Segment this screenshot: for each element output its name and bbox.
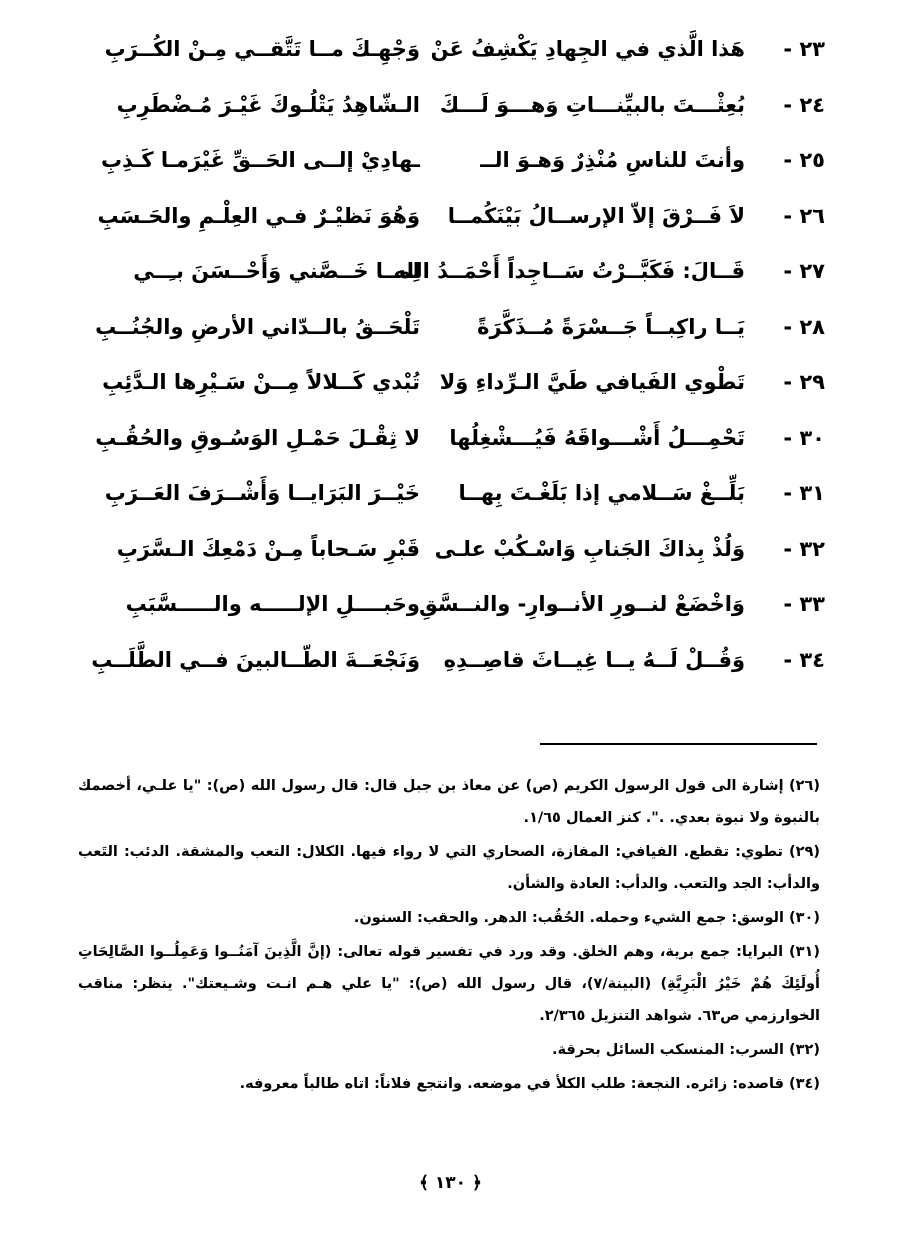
verse-second-hemistich: لا ثِقْـلَ حَمْـلِ الوَسُـوقِ والحُقُـبِ (95, 425, 420, 450)
verse-29 (90, 355, 825, 411)
verse-second-hemistich: ـهادِيْ إلــى الحَــقِّ غَيْرَمـا كَـذِبِ (100, 148, 420, 172)
verse-number: ٣٤ - (783, 647, 825, 672)
verse-28 (90, 300, 825, 356)
verse-34 (90, 633, 825, 689)
verse-number: ٢٩ - (783, 370, 825, 394)
verse-second-hemistich: قَبْرِ سَـحاباً مِـنْ دَمْعِكَ الـسَّرَبِ (116, 536, 420, 561)
verse-first-hemistich: وَقُــلْ لَــهُ يــا غِيــاثَ قاصِــدِهِ (443, 647, 745, 672)
verse-27 (90, 244, 825, 300)
verse-31 (90, 466, 825, 522)
verse-number: ٣٣ - (783, 592, 825, 616)
verse-25 (90, 133, 825, 189)
verse-second-hemistich: الـشّاهِدُ يَتْلُـوكَ غَيْـرَ مُـضْطَرِبِ (116, 92, 420, 117)
verse-second-hemistich: وَنَجْعَــةَ الطّــالبينَ فــي الطَّلَــبِ (91, 647, 420, 672)
verse-second-hemistich: وحَبــــلِ الإلـــــه والـــــسَّبَبِ (125, 592, 420, 616)
footnote-30: (٣٠) الوسق: جمع الشيء وحمله. الحُقُب: الدهر. والحقب: السنون. (353, 910, 820, 926)
verse-first-hemistich: هَذا الَّذي في الجِهادِ يَكْشِفُ عَنْ (430, 37, 745, 61)
verse-first-hemistich: يَــا راكِبــاً جَــسْرَةً مُــذَكَّرَةً (477, 314, 745, 339)
verse-second-hemistich: وَجْهِـكَ مــا تَتَّقــي مِـنْ الكُــرَبِ (104, 37, 420, 61)
footnote-34: (٣٤) قاصده: زائره. النجعة: طلب الكلأ في موضعه. وانتجع فلاناً: اتاه طالباً معروفه. (239, 1076, 820, 1092)
verse-first-hemistich: بُعِثْـــتَ بالبيِّنـــاتِ وَهـــوَ لَـــكَ (439, 92, 745, 117)
verse-number: ٣١ - (783, 481, 825, 505)
verse-number: ٢٣ - (783, 37, 825, 61)
footnote-26: (٢٦) إشارة الى قول الرسول الكريم (ص) عن معاذ بن جبل قال: قال رسول الله (ص): "يا علـي، أخصمك بالنبوة ولا نبوة بعدي. .". كنز العمال ١/٦٥. (78, 778, 820, 826)
footnote-divider (540, 743, 817, 745)
verse-number: ٢٦ - (783, 203, 825, 228)
verse-number: ٢٨ - (783, 314, 825, 339)
footnote-32: (٣٢) السرب: المنسكب السائل بحرقة. (551, 1042, 820, 1058)
page-number: ﴿ ١٣٠ ﴾ (419, 1173, 482, 1193)
verse-first-hemistich: تَحْمِـــلُ أَشْـــواقَهُ فَيُـــشْغِلُها (449, 425, 745, 450)
verse-first-hemistich: بَلِّــغْ سَــلامي إذا بَلَغْـتَ بِهــا (458, 481, 745, 505)
verse-number: ٣٠ - (783, 425, 825, 450)
verse-second-hemistich: وَهُوَ نَظيْـرٌ فـي العِلْـمِ والحَـسَبِ (97, 203, 420, 228)
verse-second-hemistich: لِمــا خَــصَّني وَأَحْــسَنَ بـِــي (133, 259, 420, 283)
verse-number: ٢٥ - (783, 148, 825, 172)
verse-26 (90, 189, 825, 245)
verse-33 (90, 577, 825, 633)
verse-second-hemistich: تَلْحَــقُ بالــدّاني الأرضِ والجُنُــبِ (95, 314, 420, 339)
verse-23 (90, 22, 825, 78)
verse-first-hemistich: قَــالَ: فَكَبَّــرْتُ سَــاجِداً أَحْمَــدُ الله (393, 259, 745, 283)
verse-second-hemistich: خَيْــرَ البَرَايــا وَأَشْــرَفَ العَــرَبِ (104, 481, 420, 505)
verse-first-hemistich: تَطْوي الفَيافي طَيَّ الـرِّداءِ وَلا (439, 370, 745, 394)
footnotes (78, 770, 820, 1102)
verse-first-hemistich: لاَ فَــرْقَ إلاّ الإرســالُ بَيْنَكُمــا (447, 203, 745, 228)
footnote-31: (٣١) البرايا: جمع برية، وهم الخلق. وقد ورد في تفسير قوله تعالى: (إنَّ الَّذِينَ آمَنُــوا وَعَمِلُــوا الصَّالِحَاتِ أُولَئِكَ هُمْ خَيْرُ الْبَرِيَّةِ) (البينة/٧)، قال رسول الله (ص): "يا علي هـم انـت وشـيعتك". ينظر: مناقب الخوارزمي ص٦٣. شواهد التنزيل ٢/٣٦٥. (78, 944, 821, 1024)
verse-30 (90, 411, 825, 467)
footnote-29: (٢٩) تطوي: تقطع. الفيافي: المفازة، الصحاري التي لا رواء فيها. الكلال: التعب والمشقة. الدئب: التَعب والدأب: الجد والتعب. والدأب: العادة والشأن. (78, 844, 820, 892)
verse-number: ٣٢ - (783, 536, 825, 561)
verse-first-hemistich: وَاخْضَعْ لنــورِ الأنــوارِ- والنــسَّقِ (418, 592, 745, 616)
verse-number: ٢٧ - (783, 259, 825, 283)
verse-second-hemistich: تُبْدي كَــلالاً مِــنْ سَـيْرِها الـدَّئِبِ (102, 370, 420, 394)
verse-number: ٢٤ - (783, 92, 825, 117)
verse-24 (90, 78, 825, 134)
verse-first-hemistich: وَلُذْ بِذاكَ الجَنابِ وَاسْـكُبْ علـى (434, 536, 745, 561)
poem-verses (90, 22, 825, 688)
verse-32 (90, 522, 825, 578)
verse-first-hemistich: وأنتَ للناسِ مُنْذِرٌ وَهـوَ الــ (480, 148, 745, 172)
